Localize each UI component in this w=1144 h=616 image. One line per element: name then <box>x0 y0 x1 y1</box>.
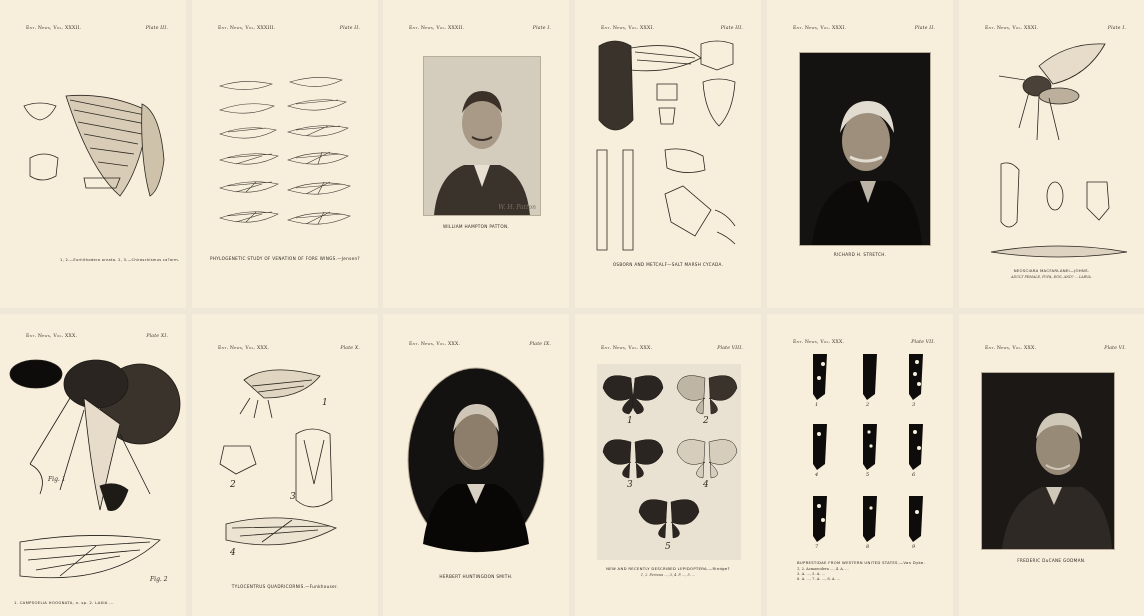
gnat-illustration <box>959 0 1144 308</box>
plate-header-number: Plate I. <box>532 26 551 31</box>
figure-label: 5 <box>665 542 671 552</box>
plate-header-number: Plate III. <box>720 26 743 31</box>
plate-header-volume: Ent. News, Vol. XXXIII. <box>218 26 276 31</box>
plate-header-volume: Ent. News, Vol. XXX. <box>409 342 461 347</box>
plate-3[interactable] <box>383 0 569 308</box>
plate-9[interactable] <box>383 314 569 616</box>
plate-header-volume: Ent. News, Vol. XXX. <box>985 346 1037 351</box>
portrait-figure <box>800 53 930 245</box>
plate-header-number: Plate III. <box>145 26 168 31</box>
plate-legend-line: 6. A. ..., 7. A. ..., 8. A. ... <box>797 577 841 581</box>
plate-7[interactable] <box>0 314 186 616</box>
plate-caption: PHYLOGENETIC STUDY OF VENATION OF FORE WINGS.—Jensen? <box>210 256 360 261</box>
plate-header-number: Plate VI. <box>1104 346 1126 351</box>
figure-label: 5 <box>866 472 870 478</box>
plate-1[interactable] <box>0 0 186 308</box>
plate-header-volume: Ent. News, Vol. XXXII. <box>26 26 82 31</box>
figure-label: 3 <box>627 480 633 490</box>
plate-caption: NEOSCIARA MACFARLANEI—JOHNS. <box>1013 268 1090 273</box>
plate-caption: FREDERIC DuCANE GODMAN. <box>1017 558 1086 563</box>
plate-header-number: Plate VIII. <box>717 346 743 351</box>
plate-caption: 1. CAMPSOELIA HOOGNATA, n. sp. 2. LAXIA ... <box>14 600 114 605</box>
plate-legend-line: 3. A. ..., 5. A. ... <box>797 572 826 576</box>
plate-subcaption: ADULT FEMALE, PUPA, EGG, AND? ... LARVA. <box>1011 275 1092 279</box>
plate-subcaption: 1, 2. Fernosa ..., 3, 4. P. ..., 5. ... <box>640 573 696 577</box>
wing-venation-illustration <box>192 0 378 308</box>
figure-label: 6 <box>912 472 916 478</box>
plate-12[interactable] <box>959 314 1144 616</box>
figure-label: 8 <box>866 544 870 550</box>
figure-label: 4 <box>815 472 819 478</box>
plate-4[interactable] <box>575 0 761 308</box>
portrait-photo <box>981 372 1115 550</box>
plate-caption: 1, 2.—Eurhithodera ornata. 2, 3.—Chiroschismus ca?orm. <box>60 258 180 262</box>
plate-header-volume: Ent. News, Vol. XXX. <box>601 346 653 351</box>
figure-label: 2 <box>866 402 870 408</box>
figure-label: 4 <box>703 480 709 490</box>
plate-5[interactable] <box>767 0 953 308</box>
plate-header-number: Plate II. <box>339 26 360 31</box>
plate-caption: BUPRESTIDAE FROM WESTERN UNITED STATES.—Van Dyke. <box>797 560 926 565</box>
plate-header-volume: Ent. News, Vol. XXX. <box>26 334 78 339</box>
figure-label: 3 <box>290 492 296 502</box>
plate-caption: NEW AND RECENTLY DESCRIBED LEPIDOPTERA.—Rindge? <box>606 566 730 571</box>
plate-header-volume: Ent. News, Vol. XXXI. <box>601 26 655 31</box>
figure-label: 1 <box>815 402 819 408</box>
plate-header-number: Plate XI. <box>146 334 168 339</box>
figure-label: 2 <box>703 416 709 426</box>
plate-8[interactable] <box>192 314 378 616</box>
plate-caption: RICHARD H. STRETCH. <box>833 252 887 257</box>
plate-11[interactable] <box>767 314 953 616</box>
figure-label: 2 <box>230 480 236 490</box>
figure-label: 1 <box>627 416 633 426</box>
plate-header-volume: Ent. News, Vol. XXXI. <box>793 26 847 31</box>
plate-caption: OSBORN AND METCALF—SALT MARSH CYCADA. <box>612 262 724 267</box>
plate-header-volume: Ent. News, Vol. XXX. <box>793 340 845 345</box>
oval-portrait <box>383 314 569 616</box>
plate-header-number: Plate X. <box>340 346 360 351</box>
plate-header-number: Plate II. <box>914 26 935 31</box>
plate-header-volume: Ent. News, Vol. XXXI. <box>985 26 1039 31</box>
portrait-figure <box>982 373 1114 549</box>
beetle-elytra-illustration <box>767 314 953 616</box>
figure-label: Fig. 2 <box>150 576 168 583</box>
portrait-photo <box>799 52 931 246</box>
plate-caption: HERBERT HUNTINGDON SMITH. <box>439 574 513 579</box>
plate-legend-line: 1, 2. Acmaeodera ..., 4. A. ... <box>797 567 849 571</box>
plate-10[interactable] <box>575 314 761 616</box>
figure-label: 1 <box>322 398 328 408</box>
plate-header-number: Plate VII. <box>911 340 935 345</box>
plate-6[interactable] <box>959 0 1144 308</box>
portrait-photo <box>423 56 541 216</box>
figure-label: 7 <box>815 544 819 550</box>
figure-label: 4 <box>230 548 236 558</box>
plate-caption: TYLOCENTRUS QUADRICORNIS.—Funkhouser. <box>231 584 339 589</box>
portrait-figure <box>424 57 540 215</box>
plate-header-number: Plate IX. <box>529 342 551 347</box>
plate-header-volume: Ent. News, Vol. XXX. <box>218 346 270 351</box>
figure-label: Fig. 1 <box>48 476 66 483</box>
plate-header-volume: Ent. News, Vol. XXXII. <box>409 26 465 31</box>
plate-header-number: Plate I. <box>1107 26 1126 31</box>
treehopper-illustration <box>192 314 378 616</box>
plate-2[interactable] <box>192 0 378 308</box>
fly-illustration <box>0 314 186 616</box>
portrait-signature: W. H. Patton <box>498 204 536 211</box>
plate-caption: WILLIAM HAMPTON PATTON. <box>442 224 510 229</box>
figure-label: 9 <box>912 544 916 550</box>
figure-label: 3 <box>912 402 916 408</box>
